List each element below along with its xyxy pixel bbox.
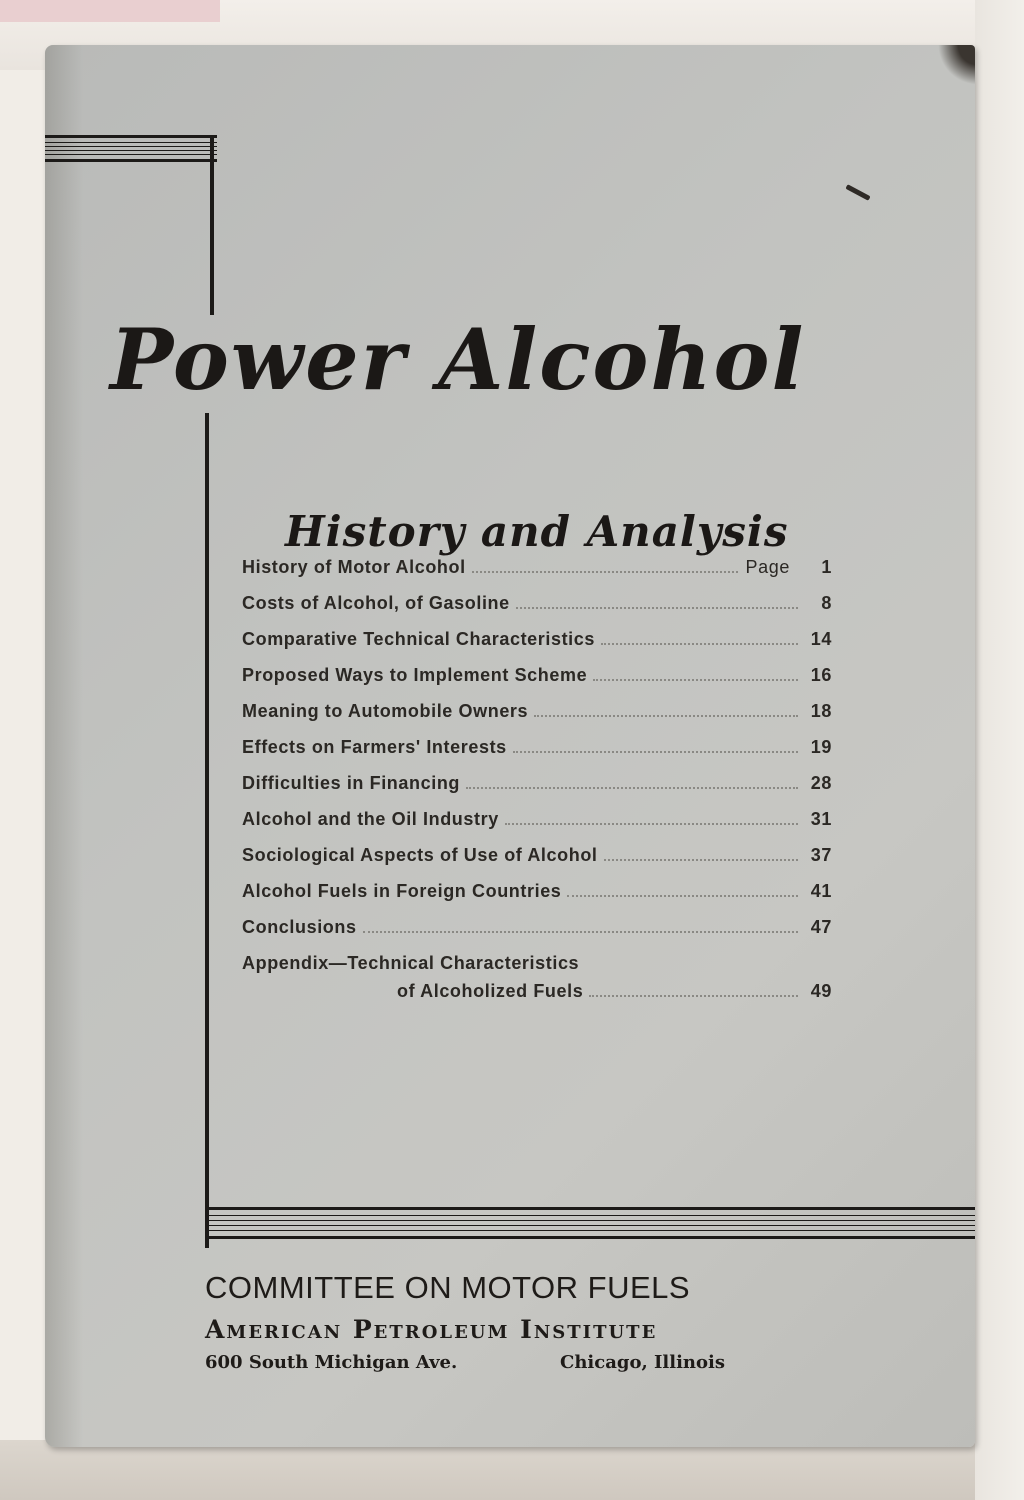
cover-title: Power Alcohol	[110, 310, 806, 409]
top-vertical-rule	[210, 135, 214, 315]
worn-corner	[938, 45, 975, 85]
publisher-city: Chicago, Illinois	[560, 1352, 725, 1373]
toc-leader-dots	[567, 894, 798, 897]
toc-entry-page: 14	[810, 629, 832, 649]
toc-leader-dots	[534, 714, 798, 717]
publisher-institute: American Petroleum Institute	[205, 1315, 658, 1344]
toc-entry-title: Meaning to Automobile Owners	[242, 701, 529, 721]
toc-entry-page: 31	[810, 809, 832, 829]
toc-entry	[242, 773, 832, 809]
table-of-contents	[242, 557, 832, 1015]
toc-entry-title: Comparative Technical Characteristics	[242, 629, 596, 649]
toc-appendix-line1: Appendix—Technical Characteristics	[242, 953, 580, 973]
toc-entry-page: 19	[810, 737, 832, 757]
toc-appendix-page: 49	[810, 981, 832, 1001]
toc-entry-title: Sociological Aspects of Use of Alcohol	[242, 845, 598, 865]
cover-subtitle: History and Analysis	[285, 507, 789, 556]
toc-leader-dots	[601, 642, 798, 645]
toc-entry-page: 1	[821, 557, 832, 577]
toc-page-label: Page	[745, 557, 790, 577]
toc-entry	[242, 917, 832, 953]
toc-entry-title: Difficulties in Financing	[242, 773, 461, 793]
toc-entry-title: Proposed Ways to Implement Scheme	[242, 665, 588, 685]
toc-entry-title: Costs of Alcohol, of Gasoline	[242, 593, 510, 613]
toc-entry-page: 47	[810, 917, 832, 937]
toc-leader-dots	[589, 994, 798, 997]
toc-entry-page: 8	[821, 593, 832, 613]
toc-appendix-entry	[242, 953, 832, 1015]
toc-entry	[242, 845, 832, 881]
toc-entry	[242, 701, 832, 737]
background-pink-paper	[0, 0, 220, 22]
toc-entry-page: 41	[810, 881, 832, 901]
toc-leader-dots	[593, 678, 798, 681]
toc-entry-title: History of Motor Alcohol	[242, 557, 466, 577]
toc-entry-page: 16	[810, 665, 832, 685]
toc-entry	[242, 665, 832, 701]
spine-shadow	[45, 45, 83, 1447]
toc-entry-title: Conclusions	[242, 917, 357, 937]
top-decorative-rules	[45, 135, 217, 169]
publisher-committee: COMMITTEE ON MOTOR FUELS	[205, 1270, 691, 1305]
background-right	[975, 0, 1024, 1500]
toc-entry	[242, 593, 832, 629]
toc-entry	[242, 737, 832, 773]
main-vertical-rule	[205, 413, 209, 1248]
toc-entry	[242, 809, 832, 845]
toc-entry-title: Effects on Farmers' Interests	[242, 737, 507, 757]
toc-entry-title: Alcohol and the Oil Industry	[242, 809, 499, 829]
toc-entry	[242, 557, 832, 593]
toc-entry	[242, 629, 832, 665]
toc-leader-dots	[505, 822, 798, 825]
toc-leader-dots	[604, 858, 798, 861]
toc-entry-title: Alcohol Fuels in Foreign Countries	[242, 881, 562, 901]
publisher-address-line	[205, 1352, 725, 1373]
publisher-address: 600 South Michigan Ave.	[205, 1352, 458, 1373]
ink-mark	[845, 184, 870, 201]
toc-appendix-line2: of Alcoholized Fuels	[397, 981, 584, 1001]
toc-entry-page: 18	[810, 701, 832, 721]
toc-entry-page: 37	[810, 845, 832, 865]
toc-entry	[242, 881, 832, 917]
toc-leader-dots	[516, 606, 798, 609]
toc-leader-dots	[363, 930, 798, 933]
booklet-cover	[45, 45, 975, 1447]
toc-leader-dots	[472, 570, 738, 573]
toc-appendix-line2-row	[242, 981, 832, 1002]
bottom-decorative-rules	[207, 1207, 975, 1253]
toc-leader-dots	[513, 750, 798, 753]
toc-leader-dots	[466, 786, 798, 789]
toc-entry-page: 28	[810, 773, 832, 793]
background-bottom	[0, 1440, 1024, 1500]
